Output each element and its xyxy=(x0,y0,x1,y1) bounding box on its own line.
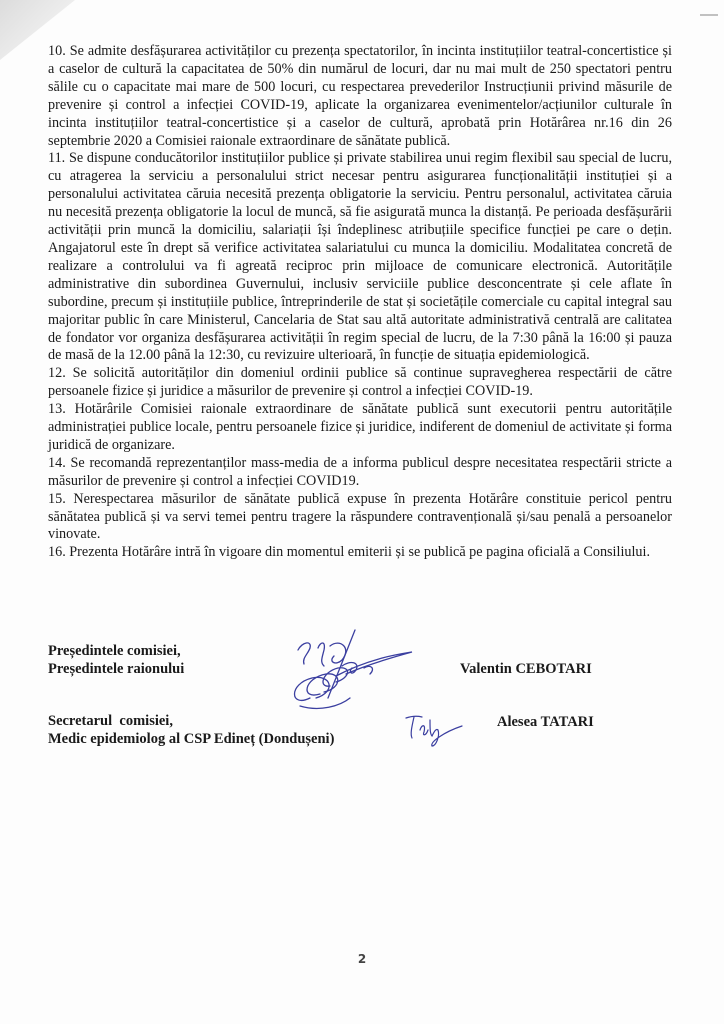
article-12: 12. Se solicită autorităților din domeniul ordinii publice să continue supravegherea respectării de către persoanele fizice și juridice a măsurilor de prevenire și control a infecției COVID-19. xyxy=(48,365,672,400)
president-name: Valentin CEBOTARI xyxy=(460,661,592,677)
article-15: 15. Nerespectarea măsurilor de sănătate publică expuse în prezenta Hotărâre constituie pericol pentru sănătatea publică și va servi temei pentru tragere la răspundere contravențională și/sau penală a persoanelor vinovate. xyxy=(48,490,672,543)
article-16: 16. Prezenta Hotărâre intră în vigoare din momentul emiterii și se publică pe pagina oficială a Consiliului. xyxy=(48,544,650,561)
article-11: 11. Se dispune conducătorilor instituțiilor publice și private stabilirea unui regim flexibil sau special de lucru, cu atragerea la serviciu a personalului strict necesar pentru asigurarea funcționalității instituției și a personalului activitatea căruia necesită prezența obligatorie la serviciu. Pentru personalul, activitatea căruia nu necesită prezența obligatorie la locul de muncă, să fie asigurată munca la distanță. Pe perioada desfășurării activității prin muncă la domiciliu, salariații își îndeplinesc atribuțiile specifice funcției pe care o dețin. Angajatorul este în drept să verifice activitatea salariatului cu munca la domiciliu. Modalitatea concretă de realizare a controlului va fi agreată reciproc prin mijloace de comunicare electronică. Autoritățile administrative din subordinea Guvernului, inclusiv serviciile publice desconcentrate și cele aflate în subordine, precum și instituțiile publice, întreprinderile de stat și societățile comerciale cu capital integral sau majoritar public în care Ministerul, Cancelaria de Stat sau altă autoritate administrativă centrală are calitatea de fondator vor organiza desfășurarea activității în regim special de lucru, de la 7:30 până la 16:00 și pauza de masă de la 12.00 până la 12:30, cu revizuire ulterioară, în funcție de situația epidemiologică. xyxy=(48,150,672,364)
president-signature-icon xyxy=(280,628,430,718)
article-13: 13. Hotărârile Comisiei raionale extraordinare de sănătate publică sunt executorii pentru autoritățile administrației publice locale, pentru persoanele fizice și juridice, indiferent de domeniul de activitate și forma juridică de organizare. xyxy=(48,401,672,453)
secretary-title-line1: Secretarul comisiei, xyxy=(48,713,173,729)
secretary-title xyxy=(48,712,334,748)
document-body xyxy=(48,43,672,562)
secretary-name: Alesea TATARI xyxy=(497,714,594,730)
secretary-title-line2: Medic epidemiolog al CSP Edineț (Dondușeni) xyxy=(48,731,335,747)
scan-edge-mark xyxy=(700,14,718,16)
secretary-signature-icon xyxy=(400,710,470,750)
president-title xyxy=(48,642,184,678)
president-title-line1: Președintele comisiei, xyxy=(48,643,181,659)
article-14: 14. Se recomandă reprezentanților mass-media de a informa publicul despre necesitatea respectării stricte a măsurilor de prevenire și control a infecției COVID19. xyxy=(48,454,672,489)
page-number: 2 xyxy=(357,952,367,966)
article-10: 10. Se admite desfășurarea activităților cu prezența spectatorilor, în incinta instituțiilor teatral-concertistice și a caselor de cultură la capacitatea de 50% din numărul de locuri, dar nu mai mult de 250 spectatori pentru sălile cu o capacitate mai mare de 500 locuri, cu respectarea prevederilor Instrucțiunii privind măsurile de prevenire și control a infecției COVID-19, aplicate la organizarea evenimentelor/acțiunilor culturale în incinta instituțiilor teatral-concertistice și a caselor de cultură, aprobată prin Hotărârea nr.16 din 26 septembrie 2020 a Comisiei raionale extraordinare de sănătate publică. xyxy=(48,43,672,149)
president-title-line2: Președintele raionului xyxy=(48,661,185,677)
